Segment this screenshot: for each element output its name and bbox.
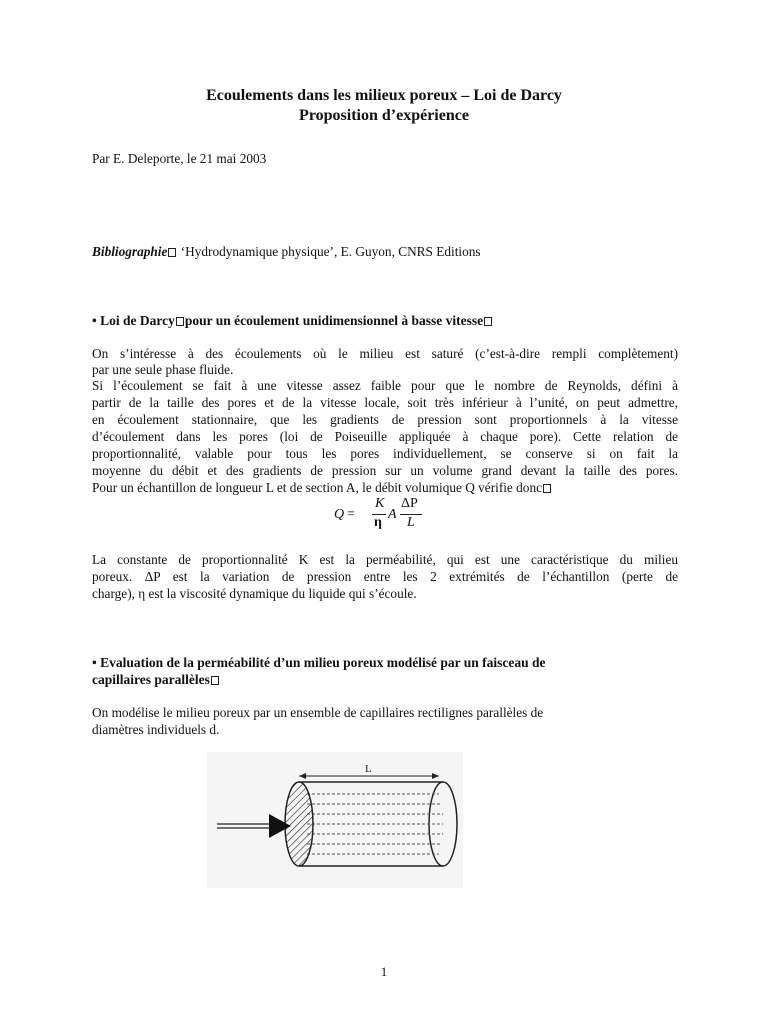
capillary-bundle-drawing xyxy=(207,752,463,888)
missing-glyph-icon xyxy=(211,676,219,685)
eq-k: K xyxy=(375,496,385,511)
paragraph-line: charge), η est la viscosité dynamique du liquide qui s’écoule. xyxy=(92,586,417,601)
section-heading-permeability: • Evaluation de la perméabilité d’un milieu poreux modélisé par un faisceau de xyxy=(92,655,546,670)
eq-eta: η xyxy=(374,515,382,530)
eq-equals: = xyxy=(347,507,355,522)
paragraph-line: d’écoulement dans les pores (loi de Poiseuille appliquée à chaque pore). Cette relation de xyxy=(92,429,678,444)
heading-part: pour un écoulement unidimensionnel à basse vitesse xyxy=(184,313,484,328)
paragraph-line: On s’intéresse à des écoulements où le milieu est saturé (c’est-à-dire rempli complètement) xyxy=(92,346,678,361)
eq-l: L xyxy=(407,515,415,530)
paragraph-line: La constante de proportionnalité K est la perméabilité, qui est une caractéristique du milieu xyxy=(92,552,678,567)
paragraph-line: en écoulement stationnaire, que les gradients de pression sont proportionnels à la vitesse xyxy=(92,412,678,427)
paragraph-line: Si l’écoulement se fait à une vitesse assez faible pour que le nombre de Reynolds, défini à xyxy=(92,378,678,393)
section-heading-permeability-cont xyxy=(92,671,692,688)
length-label: L xyxy=(365,763,372,775)
paragraph-line: poreux. ΔP est la variation de pression entre les 2 extrémités de l’échantillon (perte de xyxy=(92,569,678,584)
author-line: Par E. Deleporte, le 21 mai 2003 xyxy=(92,151,267,166)
capillary-bundle-figure xyxy=(207,752,463,888)
paragraph-line: diamètres individuels d. xyxy=(92,722,220,737)
heading-part: • Loi de Darcy xyxy=(92,313,175,328)
paragraph-line: moyenne du débit et des gradients de pression sur un volume grand devant la taille des pores. xyxy=(92,463,678,478)
paragraph-line: On modélise le milieu poreux par un ensemble de capillaires rectilignes parallèles de xyxy=(92,705,544,720)
document-title: Ecoulements dans les milieux poreux – Loi de Darcy xyxy=(206,87,562,104)
eq-delta-p: ΔP xyxy=(401,496,418,511)
bibliography-text: ‘Hydrodynamique physique’, E. Guyon, CNRS Editions xyxy=(177,244,481,259)
eq-q: Q xyxy=(334,507,345,522)
section-heading-darcy xyxy=(92,312,692,329)
page-number: 1 xyxy=(380,964,388,979)
paragraph-line: par une seule phase fluide. xyxy=(92,362,234,377)
missing-glyph-icon xyxy=(543,484,551,493)
paragraph-line: proportionnalité, valable pour tous les pores individuellement, se conserve si on fait la xyxy=(92,446,678,461)
bibliography-line xyxy=(92,244,692,261)
paragraph-text: Pour un échantillon de longueur L et de section A, le débit volumique Q vérifie donc xyxy=(92,480,543,495)
eq-a: A xyxy=(388,507,397,522)
missing-glyph-icon xyxy=(484,317,492,326)
missing-glyph-icon xyxy=(168,248,176,257)
missing-glyph-icon xyxy=(176,317,184,326)
darcy-equation xyxy=(330,496,460,536)
heading-part: capillaires parallèles xyxy=(92,672,210,687)
paragraph-line xyxy=(92,480,678,497)
paragraph-line: partir de la taille des pores et de la vitesse locale, soit très inférieur à l’unité, on peut admettre, xyxy=(92,395,678,410)
document-subtitle: Proposition d’expérience xyxy=(299,107,469,124)
bibliography-label: Bibliographie xyxy=(92,244,168,259)
